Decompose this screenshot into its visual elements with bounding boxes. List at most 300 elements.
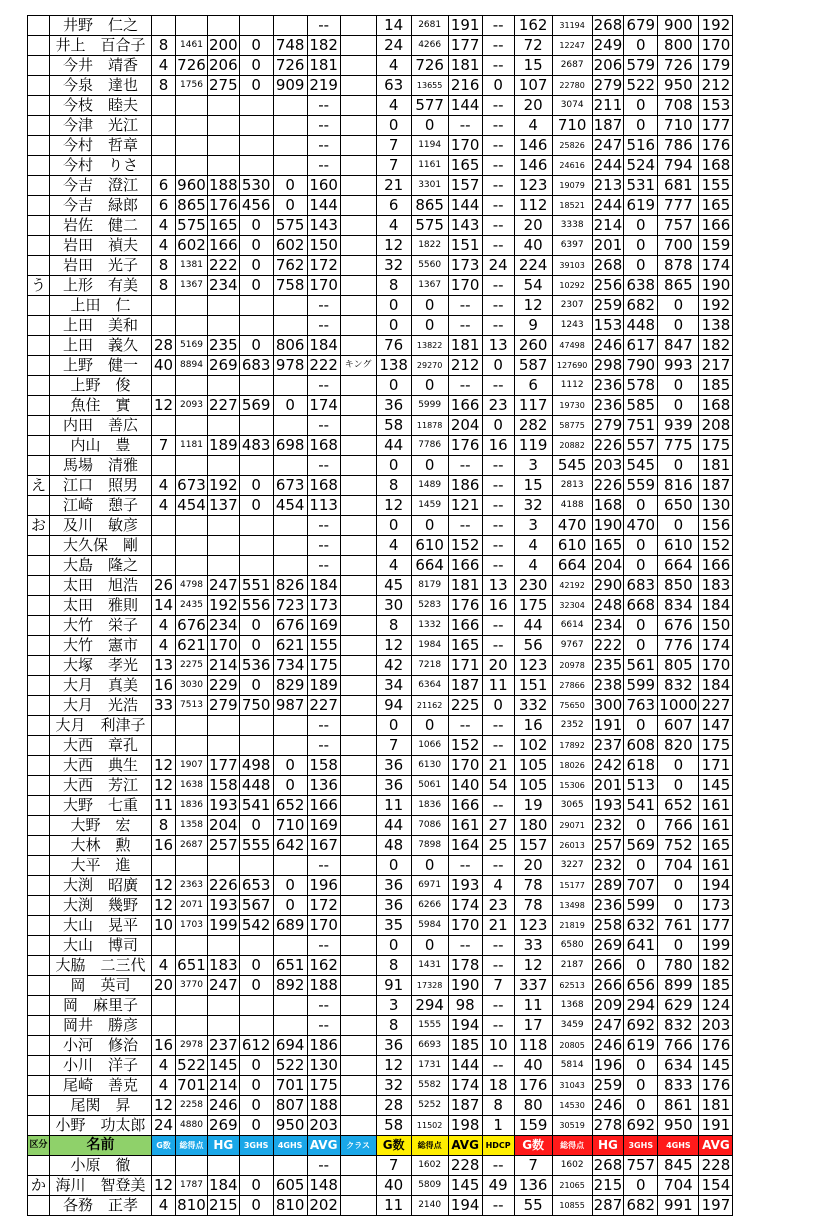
score-cell: 138 xyxy=(699,316,733,336)
header-row xyxy=(28,1136,733,1156)
score-cell xyxy=(340,436,376,456)
score-cell: 12 xyxy=(514,296,552,316)
score-cell xyxy=(340,996,376,1016)
score-cell: 608 xyxy=(624,736,658,756)
score-cell: 0 xyxy=(239,1176,273,1196)
kubun-cell xyxy=(28,996,50,1016)
score-cell: 188 xyxy=(209,176,238,194)
score-cell: 829 xyxy=(273,676,307,696)
kubun-cell xyxy=(28,756,50,776)
score-cell: 26 xyxy=(152,576,176,596)
score-cell xyxy=(152,96,176,116)
score-cell: 176 xyxy=(448,596,482,616)
score-cell: 664 xyxy=(658,556,699,576)
score-cell: 0 xyxy=(239,976,273,996)
score-cell: 8 xyxy=(376,956,411,976)
score-cell: 187 xyxy=(593,116,623,134)
score-cell: 18026 xyxy=(552,756,592,776)
score-cell: 144 xyxy=(448,1056,482,1076)
score-cell: 845 xyxy=(658,1156,699,1176)
score-cell: 8 xyxy=(376,276,411,296)
score-cell: 137 xyxy=(209,496,238,514)
score-cell: 726 xyxy=(177,56,206,74)
score-cell: 258 xyxy=(593,916,623,934)
table-row xyxy=(28,1036,733,1056)
score-cell: 166 xyxy=(699,216,733,236)
score-cell: 107 xyxy=(514,76,552,96)
score-cell: 183 xyxy=(699,576,733,596)
score-cell xyxy=(208,716,240,736)
score-cell: 49 xyxy=(482,1176,514,1196)
kubun-cell xyxy=(28,576,50,596)
score-cell: 1381 xyxy=(176,256,208,276)
score-cell: -- xyxy=(307,556,340,576)
score-cell: 4 xyxy=(152,956,176,976)
score-cell: 1194 xyxy=(411,136,448,156)
score-cell xyxy=(273,1156,307,1176)
score-cell: 290 xyxy=(593,576,623,594)
player-name: 小原 徹 xyxy=(50,1156,152,1176)
score-cell: -- xyxy=(482,96,514,116)
score-cell xyxy=(340,1196,376,1216)
score-cell: 16 xyxy=(152,836,176,856)
table-row xyxy=(28,536,733,556)
score-cell xyxy=(152,416,176,436)
score-cell: 23 xyxy=(482,896,514,916)
score-cell: 192 xyxy=(699,16,733,36)
score-cell xyxy=(340,176,376,196)
score-cell: 483 xyxy=(239,436,273,456)
score-cell xyxy=(239,376,273,396)
score-cell: 0 xyxy=(411,116,448,136)
score-cell: 199 xyxy=(699,936,733,956)
score-cell xyxy=(340,736,376,756)
score-cell xyxy=(239,1016,273,1036)
score-cell: 159 xyxy=(514,1116,552,1136)
score-cell: 531 xyxy=(624,176,658,196)
score-cell: 629 xyxy=(658,996,699,1016)
table-row xyxy=(28,296,733,316)
score-cell xyxy=(208,296,240,316)
player-name: 岩田 光子 xyxy=(50,256,152,276)
score-cell: 167 xyxy=(307,836,340,856)
player-name: 岡 麻里子 xyxy=(50,996,152,1016)
score-cell: 30 xyxy=(376,596,411,616)
table-row xyxy=(28,16,733,36)
table-row xyxy=(28,156,733,176)
score-cell: 5999 xyxy=(411,396,448,416)
table-row xyxy=(28,1176,733,1196)
score-cell: 234 xyxy=(209,616,238,634)
score-cell: 168 xyxy=(699,156,733,176)
table-row xyxy=(28,656,733,676)
score-cell: 652 xyxy=(658,796,699,816)
header-name: 名前 xyxy=(50,1136,152,1156)
score-cell xyxy=(152,856,176,876)
score-cell: 5252 xyxy=(411,1096,448,1116)
score-cell: 211 xyxy=(593,96,623,114)
player-name: 大野 七重 xyxy=(50,796,152,816)
score-cell xyxy=(340,236,376,256)
score-cell: 0 xyxy=(239,1096,273,1116)
score-cell: 679 xyxy=(624,16,658,36)
score-cell xyxy=(152,456,176,476)
score-cell xyxy=(208,556,240,576)
score-cell xyxy=(273,416,307,436)
score-cell xyxy=(152,556,176,576)
score-cell: 0 xyxy=(239,816,273,836)
score-cell: 3770 xyxy=(176,976,208,996)
score-cell: 56 xyxy=(514,636,552,656)
score-cell: 33 xyxy=(514,936,552,956)
score-cell: 1638 xyxy=(176,776,208,796)
score-cell: 184 xyxy=(307,336,340,356)
score-cell: 834 xyxy=(658,596,699,616)
score-cell: 800 xyxy=(658,36,699,56)
score-cell: 212 xyxy=(448,356,482,376)
score-cell: 266 xyxy=(593,976,623,994)
score-cell: 0 xyxy=(239,256,273,276)
score-cell: 32 xyxy=(376,256,411,276)
score-cell: -- xyxy=(482,476,514,496)
score-cell: 143 xyxy=(307,216,340,236)
score-cell xyxy=(340,276,376,296)
score-cell: 805 xyxy=(658,656,699,676)
player-name: 大脇 二三代 xyxy=(50,956,152,976)
score-cell: 21819 xyxy=(552,916,592,936)
score-cell: 0 xyxy=(482,416,514,436)
header-avg3: AVG xyxy=(699,1136,733,1156)
score-cell xyxy=(340,636,376,656)
score-cell: 832 xyxy=(658,676,699,696)
score-cell xyxy=(208,16,240,36)
kubun-cell xyxy=(28,176,50,196)
score-cell: 161 xyxy=(448,816,482,836)
score-cell: 44 xyxy=(376,436,411,456)
score-cell: 14 xyxy=(152,596,176,616)
player-name: 岩佐 健二 xyxy=(50,216,152,236)
score-cell xyxy=(176,856,208,876)
score-cell: 25 xyxy=(482,836,514,856)
score-cell xyxy=(239,996,273,1016)
score-cell: -- xyxy=(482,176,514,196)
score-cell: 127690 xyxy=(552,356,592,376)
score-cell: 227 xyxy=(209,396,238,414)
score-cell: 605 xyxy=(273,1176,307,1196)
score-cell xyxy=(152,736,176,756)
score-cell: 892 xyxy=(273,976,307,996)
score-cell xyxy=(340,956,376,976)
score-cell: 522 xyxy=(624,76,658,96)
score-cell: 993 xyxy=(658,356,699,376)
score-cell: 939 xyxy=(658,416,699,436)
score-cell: 36 xyxy=(376,396,411,416)
score-cell: 683 xyxy=(624,576,658,596)
score-cell: 186 xyxy=(307,1036,340,1056)
score-cell: 176 xyxy=(699,1036,733,1056)
score-cell xyxy=(340,1156,376,1176)
score-cell: 165 xyxy=(699,836,733,856)
score-cell: 5814 xyxy=(552,1056,592,1076)
score-cell xyxy=(340,1076,376,1096)
score-cell: 175 xyxy=(307,1076,340,1096)
score-cell: 750 xyxy=(239,696,273,716)
score-cell: 0 xyxy=(658,516,699,536)
score-cell: 36 xyxy=(376,1036,411,1056)
score-cell: 6614 xyxy=(552,616,592,636)
score-cell xyxy=(340,496,376,516)
score-cell: 182 xyxy=(699,336,733,356)
score-cell xyxy=(340,536,376,556)
score-cell: 530 xyxy=(239,176,273,196)
score-cell: 105 xyxy=(514,756,552,776)
score-cell: 145 xyxy=(209,1056,238,1074)
score-cell: 0 xyxy=(273,396,307,416)
score-cell: 13 xyxy=(152,656,176,676)
score-cell: -- xyxy=(482,1016,514,1036)
score-cell: 24 xyxy=(376,36,411,56)
score-cell xyxy=(176,416,208,436)
score-cell: 5582 xyxy=(411,1076,448,1096)
score-cell: -- xyxy=(482,1156,514,1176)
score-cell xyxy=(340,676,376,696)
score-cell: 621 xyxy=(177,636,206,654)
table-row xyxy=(28,636,733,656)
score-cell: 0 xyxy=(658,316,699,336)
score-cell: 201 xyxy=(593,236,623,254)
score-cell: 0 xyxy=(624,956,658,976)
score-cell: 170 xyxy=(448,916,482,936)
score-cell: 8 xyxy=(482,1096,514,1116)
score-cell: 0 xyxy=(239,676,273,696)
score-cell: 55 xyxy=(514,1196,552,1216)
player-name: 今枝 睦夫 xyxy=(50,96,152,116)
score-cell: 30519 xyxy=(552,1116,592,1136)
score-cell: 20 xyxy=(152,976,176,996)
kubun-cell xyxy=(28,916,50,936)
score-cell xyxy=(273,516,307,536)
score-cell: -- xyxy=(482,56,514,76)
score-cell: 6266 xyxy=(411,896,448,916)
score-cell xyxy=(176,536,208,556)
score-cell xyxy=(273,136,307,156)
score-cell: 33 xyxy=(152,696,176,716)
score-cell: 991 xyxy=(658,1196,699,1216)
score-cell: 278 xyxy=(593,1116,623,1134)
score-cell xyxy=(273,556,307,576)
score-cell xyxy=(340,16,376,36)
kubun-cell xyxy=(28,256,50,276)
score-cell: 11 xyxy=(514,996,552,1016)
score-cell: 5061 xyxy=(411,776,448,796)
table-row xyxy=(28,616,733,636)
score-cell: -- xyxy=(482,556,514,576)
score-cell: 752 xyxy=(658,836,699,856)
score-cell xyxy=(239,416,273,436)
kubun-cell xyxy=(28,16,50,36)
score-cell: 247 xyxy=(209,976,238,994)
kubun-cell xyxy=(28,316,50,336)
score-cell: 516 xyxy=(624,136,658,156)
score-cell xyxy=(176,456,208,476)
score-cell xyxy=(340,516,376,536)
player-name: 大月 真美 xyxy=(50,676,152,696)
score-cell: 151 xyxy=(448,236,482,256)
score-cell: 172 xyxy=(307,256,340,276)
score-cell: 575 xyxy=(273,216,307,236)
score-cell: 641 xyxy=(624,936,658,956)
kubun-cell xyxy=(28,236,50,256)
score-cell: 279 xyxy=(593,76,623,94)
table-row xyxy=(28,136,733,156)
score-cell xyxy=(176,736,208,756)
score-cell: 26013 xyxy=(552,836,592,856)
score-cell: 2813 xyxy=(552,476,592,496)
score-cell: 206 xyxy=(593,56,623,74)
score-cell: 246 xyxy=(593,336,623,354)
score-cell: 117 xyxy=(514,396,552,416)
score-cell: 4 xyxy=(376,96,411,116)
player-name: 大林 勲 xyxy=(50,836,152,856)
score-cell: 1112 xyxy=(552,376,592,396)
score-cell: 181 xyxy=(699,456,733,476)
score-cell: 165 xyxy=(448,156,482,176)
kubun-cell xyxy=(28,196,50,216)
header-avg1: AVG xyxy=(307,1136,340,1156)
kubun-cell xyxy=(28,1156,50,1176)
score-cell: 15177 xyxy=(552,876,592,896)
score-cell: 146 xyxy=(514,156,552,176)
score-cell: 8 xyxy=(152,256,176,276)
score-cell: 7 xyxy=(482,976,514,996)
score-cell: 0 xyxy=(482,356,514,376)
score-cell: 175 xyxy=(307,656,340,676)
score-cell: 12 xyxy=(376,236,411,256)
score-cell xyxy=(239,736,273,756)
score-cell: 0 xyxy=(624,556,658,576)
score-cell: 0 xyxy=(658,296,699,316)
score-cell: 229 xyxy=(209,676,238,694)
score-cell: 4 xyxy=(152,616,176,636)
kubun-cell xyxy=(28,216,50,236)
table-row xyxy=(28,36,733,56)
score-cell: 8179 xyxy=(411,576,448,596)
header-g1: G数 xyxy=(152,1136,176,1156)
score-cell: -- xyxy=(307,316,340,336)
score-cell xyxy=(208,416,240,436)
score-cell: 130 xyxy=(307,1056,340,1076)
score-cell: -- xyxy=(307,416,340,436)
score-cell: 8 xyxy=(152,36,176,56)
score-cell: 191 xyxy=(593,716,623,734)
score-cell: 7 xyxy=(152,436,176,456)
score-cell: 188 xyxy=(307,1096,340,1116)
score-cell: 32304 xyxy=(552,596,592,616)
score-cell: 2978 xyxy=(176,1036,208,1056)
score-cell: 4 xyxy=(152,56,176,76)
player-name: 太田 旭浩 xyxy=(50,576,152,596)
score-cell: 656 xyxy=(624,976,658,996)
score-cell: 28 xyxy=(152,336,176,356)
score-cell: 102 xyxy=(514,736,552,756)
score-cell: 734 xyxy=(273,656,307,676)
player-name: 上田 義久 xyxy=(50,336,152,356)
score-cell: 260 xyxy=(514,336,552,356)
score-cell xyxy=(239,716,273,736)
score-cell: 704 xyxy=(658,856,699,876)
score-cell: 0 xyxy=(658,756,699,776)
score-cell: 900 xyxy=(658,16,699,36)
score-cell: 192 xyxy=(209,596,238,614)
score-cell: -- xyxy=(482,936,514,956)
score-cell: 0 xyxy=(624,616,658,636)
score-cell: 4266 xyxy=(411,36,448,56)
score-cell: 551 xyxy=(239,576,273,596)
score-cell: 16 xyxy=(482,436,514,456)
score-cell: 761 xyxy=(658,916,699,936)
score-cell: -- xyxy=(482,736,514,756)
score-cell: 185 xyxy=(699,376,733,396)
score-cell: 7 xyxy=(514,1156,552,1176)
score-cell: 181 xyxy=(448,336,482,356)
score-cell: 161 xyxy=(699,856,733,876)
score-cell: -- xyxy=(307,376,340,396)
score-cell: -- xyxy=(482,136,514,156)
score-cell: 217 xyxy=(699,356,733,376)
score-cell xyxy=(340,256,376,276)
score-cell: 20978 xyxy=(552,656,592,676)
score-cell: 545 xyxy=(624,456,658,476)
score-cell: 190 xyxy=(593,516,623,534)
header-pts2: 総得点 xyxy=(411,1136,448,1156)
score-cell: 180 xyxy=(514,816,552,836)
header-g2: G数 xyxy=(376,1136,411,1156)
score-cell: 181 xyxy=(699,1096,733,1116)
kubun-cell xyxy=(28,336,50,356)
table-row xyxy=(28,936,733,956)
score-cell: 0 xyxy=(376,116,411,136)
score-cell: 865 xyxy=(658,276,699,296)
score-cell: 0 xyxy=(239,636,273,656)
score-cell: 165 xyxy=(699,196,733,216)
table-row xyxy=(28,416,733,436)
score-cell: 168 xyxy=(307,436,340,456)
score-cell: 189 xyxy=(209,436,238,454)
table-row xyxy=(28,736,733,756)
score-cell: 12 xyxy=(152,396,176,416)
score-cell: 708 xyxy=(658,96,699,116)
score-cell: 698 xyxy=(273,436,307,456)
score-cell: 136 xyxy=(307,776,340,796)
score-cell: 847 xyxy=(658,336,699,356)
score-cell xyxy=(273,856,307,876)
score-cell: 676 xyxy=(177,616,206,634)
score-cell: 766 xyxy=(658,816,699,836)
player-name: 今吉 緑郎 xyxy=(50,196,152,216)
score-cell: 726 xyxy=(411,56,448,76)
score-cell: 13 xyxy=(482,336,514,356)
score-cell: 27866 xyxy=(552,676,592,696)
score-cell: 12 xyxy=(152,1096,176,1116)
score-cell: 0 xyxy=(624,96,658,116)
score-cell: 561 xyxy=(624,656,658,676)
score-cell: 177 xyxy=(699,916,733,936)
score-cell: 170 xyxy=(699,36,733,56)
score-cell: 3338 xyxy=(552,216,592,236)
score-cell: 1367 xyxy=(411,276,448,296)
score-cell: 4 xyxy=(152,636,176,656)
score-cell: 193 xyxy=(209,796,238,814)
